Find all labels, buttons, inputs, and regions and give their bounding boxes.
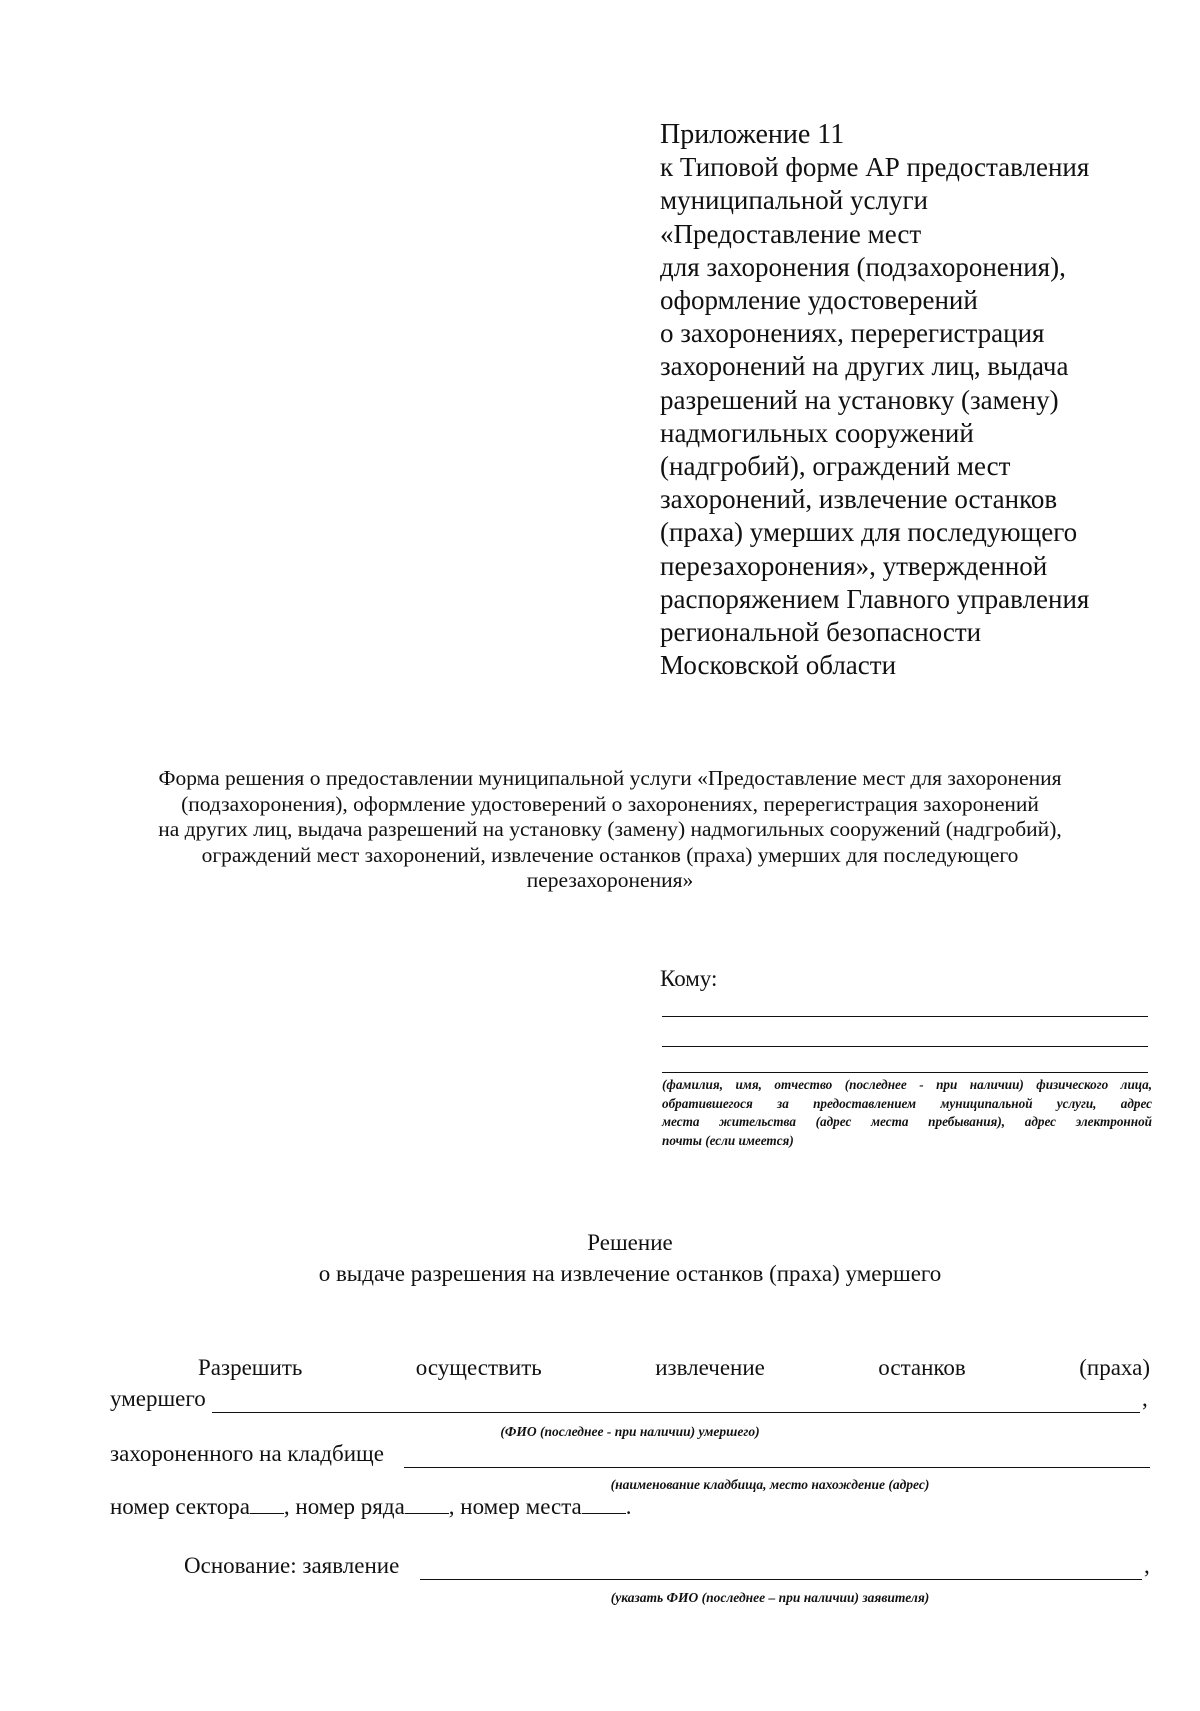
cemetery-name-field[interactable]: [404, 1467, 1150, 1468]
basis-caption: (указать ФИО (последнее – при наличии) заявителя): [610, 1590, 930, 1605]
form-title-line: на других лиц, выдача разрешений на установку (замену) надмогильных сооружений (надгробий),: [158, 817, 1062, 841]
permit-word: осуществить: [415, 1355, 542, 1380]
sector-number-field[interactable]: [250, 1513, 284, 1514]
decision-title: Решение: [587, 1230, 673, 1255]
place-label: , номер места: [448, 1494, 582, 1519]
recipient-note: [662, 1076, 1152, 1150]
appendix-line: о захоронениях, перерегистрация: [660, 318, 1045, 349]
recipient-field-line-3[interactable]: [662, 1072, 1148, 1073]
cemetery-label: захороненного на кладбище: [110, 1441, 384, 1466]
appendix-line: «Предоставление мест: [660, 218, 922, 249]
appendix-line: разрешений на установку (замену): [660, 384, 1059, 415]
deceased-comma: ,: [1142, 1386, 1148, 1411]
appendix-line: (праха) умерших для последующего: [660, 517, 1078, 548]
recipient-note-line: обратившегося за предоставлением муниципальной услуги, адрес: [662, 1095, 1152, 1111]
form-title-line: (подзахоронения), оформление удостоверений о захоронениях, перерегистрация захоронений: [181, 791, 1039, 816]
deceased-label: умершего: [110, 1386, 206, 1411]
appendix-line: захоронений на других лиц, выдача: [660, 351, 1069, 382]
sector-label: номер сектора: [110, 1494, 250, 1519]
appendix-line: для захоронения (подзахоронения),: [660, 251, 1066, 282]
basis-comma: ,: [1144, 1553, 1150, 1578]
recipient-note-line: (фамилия, имя, отчество (последнее - при наличии) физического лица,: [662, 1077, 1152, 1092]
appendix-line: оформление удостоверений: [660, 285, 978, 316]
appendix-line: муниципальной услуги: [660, 185, 928, 216]
permit-word: Разрешить: [198, 1355, 303, 1380]
appendix-line: Московской области: [660, 650, 897, 681]
place-number-field[interactable]: [582, 1513, 626, 1514]
appendix-line: распоряжением Главного управления: [660, 583, 1090, 614]
permit-word: останков: [878, 1355, 966, 1380]
permit-word: (праха): [1079, 1355, 1150, 1380]
form-title-line: перезахоронения»: [526, 868, 694, 892]
cemetery-caption: (наименование кладбища, место нахождение (адрес): [610, 1477, 930, 1492]
decision-subtitle: о выдаче разрешения на извлечение останков (праха) умершего: [318, 1261, 942, 1286]
place-number-line: [110, 1494, 632, 1520]
appendix-line: (надгробий), ограждений мест: [660, 451, 1011, 482]
form-title-line: ограждений мест захоронений, извлечение останков (праха) умерших для последующего: [201, 842, 1019, 867]
row-number-field[interactable]: [405, 1513, 449, 1514]
recipient-note-line: почты (если имеется): [662, 1132, 794, 1148]
decision-heading: [180, 1227, 1080, 1289]
recipient-field-line-1[interactable]: [662, 1016, 1148, 1017]
appendix-line: захоронений, извлечение останков: [660, 484, 1058, 515]
recipient-field-line-2[interactable]: [662, 1046, 1148, 1047]
permit-word: извлечение: [655, 1355, 765, 1380]
appendix-header: [660, 118, 1140, 682]
recipient-label: Кому:: [660, 966, 718, 991]
form-title-line: Форма решения о предоставлении муниципальной услуги «Предоставление мест для захоронения: [158, 766, 1062, 790]
basis-label: Основание: заявление: [184, 1553, 400, 1578]
permit-sentence: [198, 1355, 1150, 1381]
appendix-line: перезахоронения», утвержденной: [660, 550, 1048, 581]
appendix-line: надмогильных сооружений: [660, 417, 974, 448]
appendix-line: к Типовой форме АР предоставления: [660, 152, 1090, 183]
appendix-line: Приложение 11: [660, 119, 845, 150]
row-label: , номер ряда: [283, 1494, 405, 1519]
deceased-name-field[interactable]: [212, 1412, 1140, 1413]
deceased-caption: (ФИО (последнее - при наличии) умершего): [500, 1424, 760, 1439]
form-title: [60, 766, 1160, 894]
basis-applicant-field[interactable]: [420, 1579, 1142, 1580]
place-period: .: [625, 1494, 632, 1519]
appendix-line: региональной безопасности: [660, 617, 982, 648]
recipient-note-line: места жительства (адрес места пребывания), адрес электронной: [662, 1114, 1152, 1129]
